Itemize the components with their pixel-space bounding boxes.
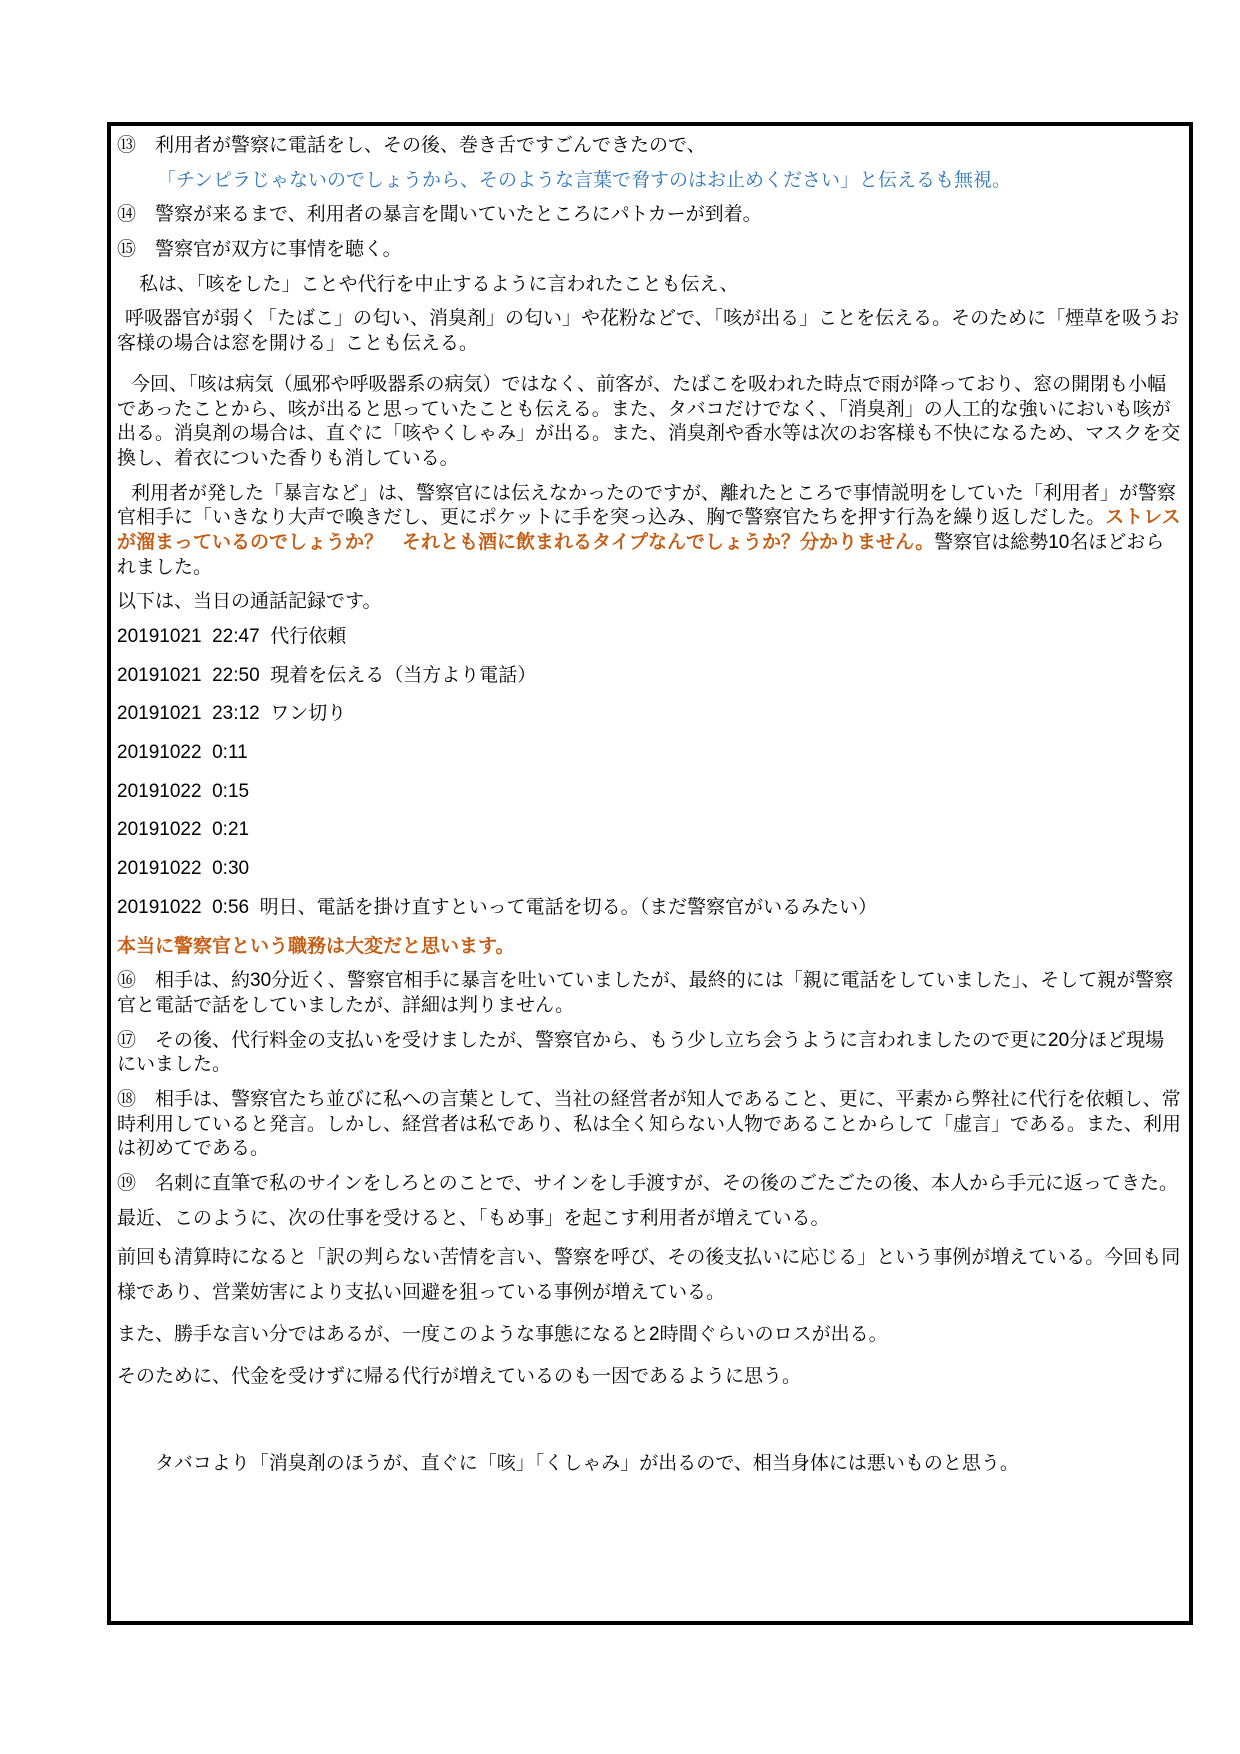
blue-quote-line — [117, 169, 1181, 194]
text-segment: 20191022 0:11 — [117, 742, 248, 764]
text-segment: 警察官は総勢10名ほどおられました。 — [117, 531, 1165, 578]
call-log-entry — [117, 702, 1181, 727]
text-segment: 20191022 0:15 — [117, 780, 250, 802]
text-segment: 20191022 0:21 — [117, 819, 250, 841]
closing-remark — [117, 1452, 1181, 1477]
text-segment: 「チンピラじゃないのでしょうから、そのような言葉で脅すのはお止めください」と伝えるも無視。 — [157, 169, 1012, 191]
paragraph-saikin — [117, 1207, 1181, 1232]
call-log-entry — [117, 780, 1181, 805]
text-segment: ⑯ 相手は、約30分近く、警察官相手に暴言を吐いていましたが、最終的には「親に電話をしていました」、そして親が警察官と電話で話をしていましたが、詳細は判りません。 — [117, 970, 1174, 1016]
item-15 — [117, 238, 1181, 263]
text-segment: 20191022 0:30 — [117, 858, 250, 880]
item-14 — [117, 203, 1181, 228]
text-segment: ⑰ その後、代行料金の支払いを受けましたが、警察官から、もう少し立ち会うように言われましたので更に20分ほど現場にいました。 — [117, 1029, 1165, 1076]
call-log-entry — [117, 818, 1181, 843]
item-17 — [117, 1029, 1181, 1078]
text-segment: 利用者が発した「暴言など」は、警察官には伝えなかったのですが、離れたところで事情説明をしていた「利用者」が警察官相手に「いきなり大声で喚きだし、更にポケットに手を突っ込み、胸で警察官たちを押す行為を繰り返しだした。 — [117, 482, 1176, 529]
paragraph-konkai — [117, 373, 1181, 472]
text-segment: 呼吸器官が弱く「たばこ」の匂い、消臭剤」の匂い」や花粉などで、「咳が出る」ことを伝える。そのために「煙草を吸うお客様の場合は窓を開ける」ことも伝える。 — [117, 308, 1180, 355]
text-segment: タバコより「消臭剤のほうが、直ぐに「咳」「くしゃみ」が出るので、相当身体には悪いものと思う。 — [155, 1453, 1019, 1475]
paragraph-mata — [117, 1318, 1181, 1352]
call-log-entry — [117, 896, 1181, 921]
paragraph-bougen — [117, 482, 1181, 581]
document-page — [107, 122, 1193, 1625]
text-segment: 前回も清算時になると「訳の判らない苦情を言い、警察を呼び、その後支払いに応じる」という事例が増えている。今回も同様であり、営業妨害により支払い回避を狙っている事例が増えている。 — [117, 1247, 1181, 1303]
text-segment: また、勝手な言い分ではあるが、一度このような事態になると2時間ぐらいのロスが出る。 — [117, 1323, 888, 1345]
text-segment: 今回、「咳は病気（風邪や呼吸器系の病気）ではなく、前客が、たばこを吸われた時点で雨が降っており、窓の開閉も小幅であったことから、咳が出ると思っていたことも伝える。また、タバコだけでなく、「消臭剤」の人工的な強いにおいも咳が出る。消臭剤の場合は、直ぐに「咳やくしゃみ」が出る。また、消臭剤や香水等は次のお客様も不快になるため、マスクを交換し、着衣についた香りも消している。 — [117, 373, 1181, 469]
text-segment: そのために、代金を受けずに帰る代行が増えているのも一因であるように思う。 — [117, 1365, 802, 1387]
text-segment: 20191021 23:12 ワン切り — [117, 703, 347, 725]
text-segment: ⑮ 警察官が双方に事情を聴く。 — [117, 239, 402, 261]
call-log-intro — [117, 590, 1181, 615]
call-log-entry — [117, 741, 1181, 766]
text-segment: 20191022 0:56 明日、電話を掛け直すといって電話を切る。（まだ警察官がいるみたい） — [117, 896, 878, 918]
text-segment: 本当に警察官という職務は大変だと思います。 — [117, 935, 515, 957]
paragraph-zenkai — [117, 1241, 1181, 1309]
call-log-entry — [117, 857, 1181, 882]
text-segment: ストレスが溜まっているのでしょうか？ それとも酒に飲まれるタイプなんでしょうか？分かりません。 — [117, 507, 1181, 553]
text-segment: 20191021 22:47 代行依頼 — [117, 626, 347, 647]
item-15-sub2 — [117, 307, 1181, 356]
item-13 — [117, 134, 1181, 159]
item-15-sub — [117, 273, 1181, 298]
call-log-entry — [117, 664, 1181, 689]
document-body — [117, 134, 1181, 1477]
text-segment: ⑬ 利用者が警察に電話をし、その後、巻き舌ですごんできたので、 — [117, 135, 706, 156]
text-segment: ⑲ 名刺に直筆で私のサインをしろとのことで、サインをし手渡すが、その後のごたごたの後、本人から手元に返ってきた。 — [117, 1173, 1178, 1194]
item-19 — [117, 1172, 1181, 1197]
text-segment: 20191021 22:50 現着を伝える（当方より電話） — [117, 664, 537, 686]
paragraph-sonotame — [117, 1360, 1181, 1394]
text-segment: ⑱ 相手は、警察官たち並びに私への言葉として、当社の経営者が知人であること、更に、平素から弊社に代行を依頼し、常時利用していると発言。しかし、経営者は私であり、私は全く知らない人物であることからして「虚言」である。また、利用は初めてである。 — [117, 1088, 1182, 1160]
item-16 — [117, 969, 1181, 1018]
text-segment: 以下は、当日の通話記録です。 — [117, 591, 382, 613]
call-log-entry — [117, 625, 1181, 650]
text-segment: 最近、このように、次の仕事を受けると、「もめ事」を起こす利用者が増えている。 — [117, 1207, 830, 1229]
text-segment: ⑭ 警察が来るまで、利用者の暴言を聞いていたところにパトカーが到着。 — [117, 204, 762, 226]
item-18 — [117, 1088, 1181, 1162]
text-segment: 私は、「咳をした」ことや代行を中止するように言われたことも伝え、 — [139, 273, 739, 295]
orange-note — [117, 935, 1181, 960]
